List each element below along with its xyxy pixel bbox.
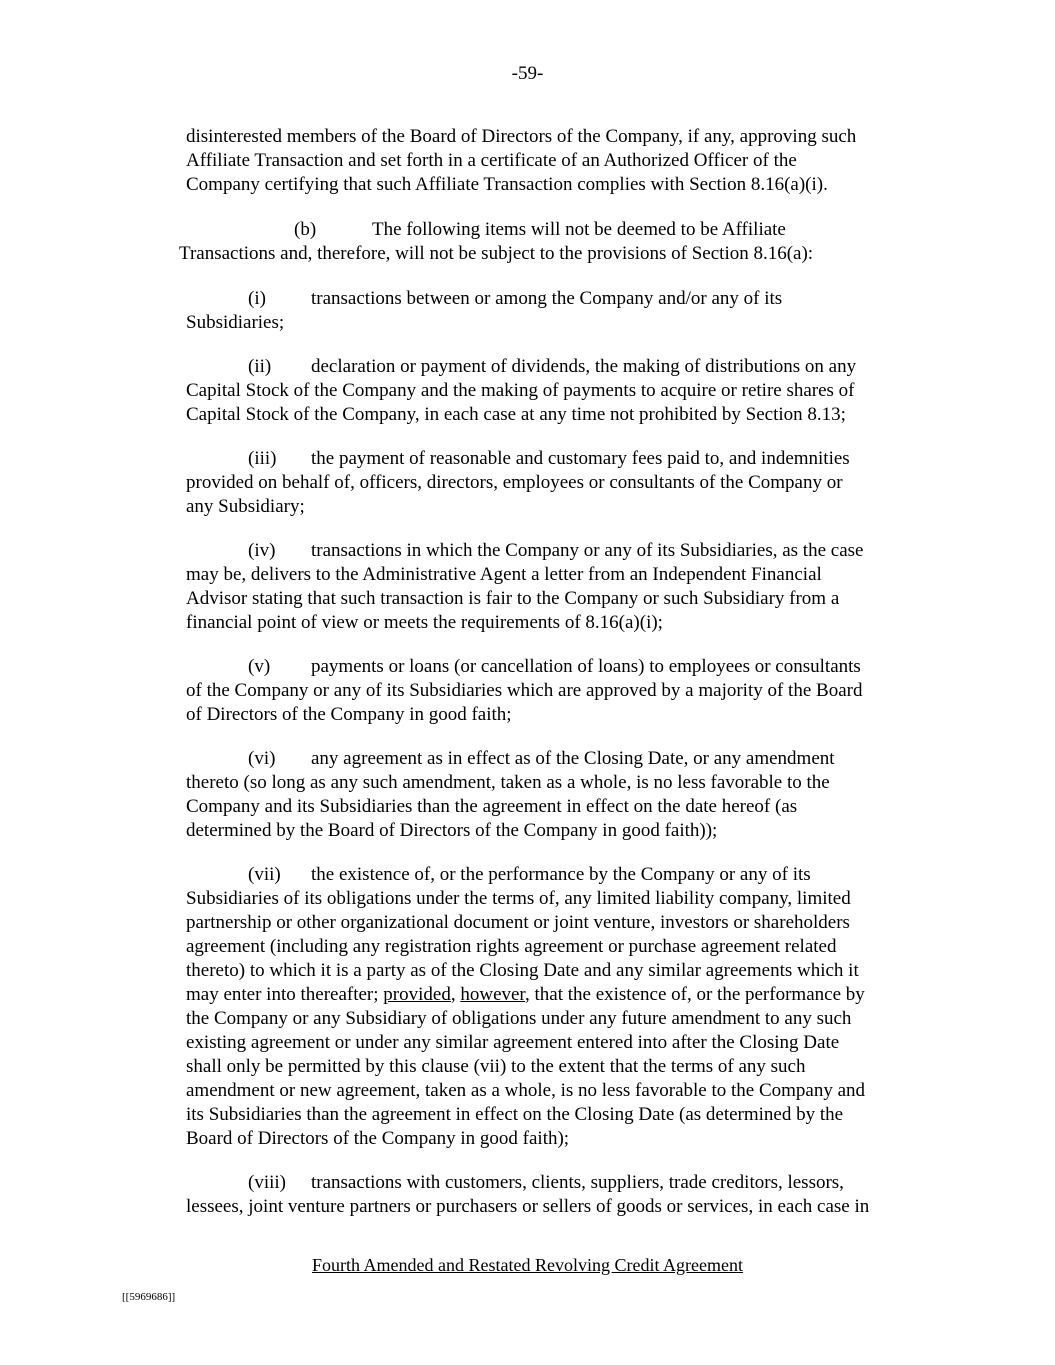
proviso-lead: may enter into thereafter;	[186, 984, 384, 1005]
item-viii-marker: (viii)	[248, 1172, 286, 1193]
item-iv-marker: (iv)	[248, 540, 276, 561]
item-vii-text: existing agreement or under any similar agreement entered into after the Closing Date	[186, 1032, 840, 1053]
section-b-text: Transactions and, therefore, will not be subject to the provisions of Section 8.16(a):	[179, 243, 814, 264]
item-iv-text: transactions in which the Company or any of its Subsidiaries, as the case	[311, 540, 864, 561]
item-iii-marker: (iii)	[248, 448, 277, 469]
item-vi-marker: (vi)	[248, 748, 276, 769]
item-viii-text: lessees, joint venture partners or purchasers or sellers of goods or services, in each case in	[186, 1196, 870, 1217]
item-viii-text: transactions with customers, clients, suppliers, trade creditors, lessors,	[311, 1172, 844, 1193]
proviso-comma: ,	[450, 984, 461, 1005]
item-vi-text: thereto (so long as any such amendment, taken as a whole, is no less favorable to the	[186, 772, 830, 793]
item-v-text: of Directors of the Company in good faith;	[186, 704, 512, 725]
item-vi-text: determined by the Board of Directors of the Company in good faith));	[186, 820, 718, 841]
provided-term: provided	[383, 984, 451, 1005]
section-b-marker: (b)	[294, 219, 317, 240]
item-iii-text: provided on behalf of, officers, directors, employees or consultants of the Company or	[186, 472, 843, 493]
item-vii-text: its Subsidiaries than the agreement in effect on the Closing Date (as determined by the	[186, 1104, 844, 1125]
item-iv-text: may be, delivers to the Administrative Agent a letter from an Independent Financial	[186, 564, 822, 585]
item-vii-text: the existence of, or the performance by the Company or any of its	[311, 864, 811, 885]
item-vii-text: shall only be permitted by this clause (vii) to the extent that the terms of any such	[186, 1056, 806, 1077]
item-ii-marker: (ii)	[248, 356, 272, 377]
footer-agreement-title: Fourth Amended and Restated Revolving Credit Agreement	[312, 1255, 743, 1275]
item-vii-text: Subsidiaries of its obligations under the terms of, any limited liability company, limited	[186, 888, 851, 909]
item-vii-text: partnership or other organizational document or joint venture, investors or shareholders	[186, 912, 850, 933]
page-number: -59-	[511, 63, 544, 84]
intro-line: Company certifying that such Affiliate Transaction complies with Section 8.16(a)(i).	[186, 174, 828, 195]
footer-doc-id: [[5969686]]	[122, 1291, 176, 1303]
item-vii-marker: (vii)	[248, 864, 281, 885]
item-i-marker: (i)	[248, 288, 266, 309]
item-ii-text: Capital Stock of the Company and the making of payments to acquire or retire shares of	[186, 380, 855, 401]
intro-line: Affiliate Transaction and set forth in a certificate of an Authorized Officer of the	[186, 150, 797, 171]
item-vii-text: amendment or new agreement, taken as a whole, is no less favorable to the Company and	[186, 1080, 866, 1101]
section-b-text: The following items will not be deemed to be Affiliate	[372, 219, 786, 240]
item-vii-text: the Company or any Subsidiary of obligations under any future amendment to any such	[186, 1008, 852, 1029]
item-iv-text: financial point of view or meets the requirements of 8.16(a)(i);	[186, 612, 663, 633]
item-v-text: payments or loans (or cancellation of loans) to employees or consultants	[311, 656, 861, 677]
item-vi-text: any agreement as in effect as of the Closing Date, or any amendment	[311, 748, 835, 769]
item-i-text: Subsidiaries;	[186, 312, 285, 333]
item-vii-proviso-line	[186, 983, 865, 1007]
item-v-text: of the Company or any of its Subsidiaries which are approved by a majority of the Board	[186, 680, 863, 701]
item-v-marker: (v)	[248, 656, 271, 677]
item-vii-text: thereto) to which it is a party as of the Closing Date and any similar agreements which it	[186, 960, 859, 981]
item-ii-text: Capital Stock of the Company, in each case at any time not prohibited by Section 8.13;	[186, 404, 846, 425]
intro-line: disinterested members of the Board of Directors of the Company, if any, approving such	[186, 126, 857, 147]
item-i-text: transactions between or among the Company and/or any of its	[311, 288, 783, 309]
item-vi-text: Company and its Subsidiaries than the agreement in effect on the date hereof (as	[186, 796, 798, 817]
item-ii-text: declaration or payment of dividends, the making of distributions on any	[311, 356, 857, 377]
item-vii-text: Board of Directors of the Company in good faith);	[186, 1128, 570, 1149]
item-iv-text: Advisor stating that such transaction is fair to the Company or such Subsidiary from a	[186, 588, 840, 609]
proviso-tail: , that the existence of, or the performance by	[525, 984, 865, 1005]
item-iii-text: any Subsidiary;	[186, 496, 305, 517]
item-vii-text: agreement (including any registration rights agreement or purchase agreement related	[186, 936, 837, 957]
however-term: however	[460, 984, 525, 1005]
item-iii-text: the payment of reasonable and customary fees paid to, and indemnities	[311, 448, 850, 469]
